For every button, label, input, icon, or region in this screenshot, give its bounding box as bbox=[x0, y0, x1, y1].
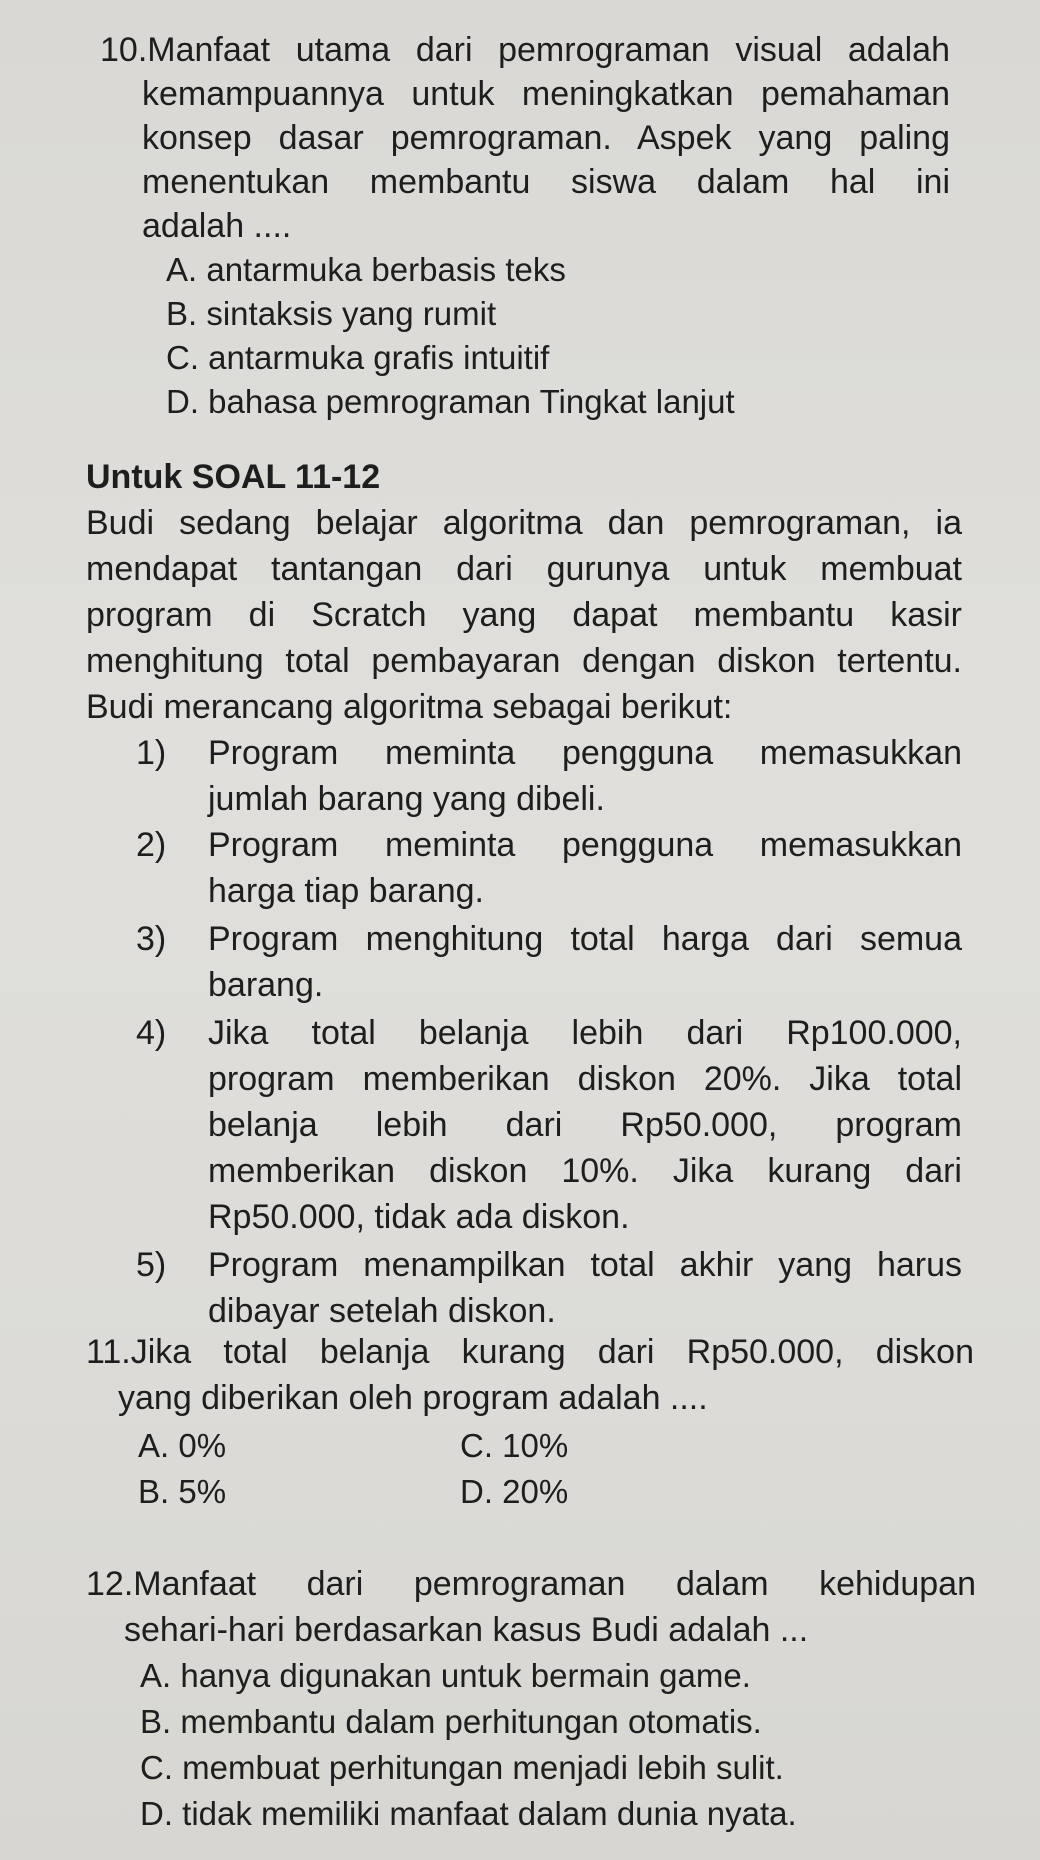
question-11-stem-line-1: 11.Jika total belanja kurang dari Rp50.000, diskon bbox=[86, 1333, 974, 1371]
question-12-stem-line-2: sehari-hari berdasarkan kasus Budi adalah ... bbox=[124, 1611, 809, 1649]
step-4-number: 4) bbox=[136, 1014, 167, 1052]
context-intro-line-4: menghitung total pembayaran dengan diskon tertentu. bbox=[86, 642, 962, 680]
question-10-number: 10. bbox=[100, 31, 148, 69]
step-2-number: 2) bbox=[136, 826, 167, 864]
step-4-line-5: Rp50.000, tidak ada diskon. bbox=[208, 1198, 630, 1236]
question-10-stem-line-3: konsep dasar pemrograman. Aspek yang paling bbox=[142, 119, 950, 157]
question-10-stem-line-1: 10.Manfaat utama dari pemrograman visual adalah bbox=[100, 31, 950, 69]
question-10-stem-line-5: adalah .... bbox=[142, 207, 292, 245]
question-11-option-c[interactable]: C. 10% bbox=[460, 1427, 569, 1464]
question-10-option-d[interactable]: D. bahasa pemrograman Tingkat lanjut bbox=[166, 383, 735, 420]
context-heading: Untuk SOAL 11-12 bbox=[86, 458, 381, 496]
step-4-line-1: Jika total belanja lebih dari Rp100.000, bbox=[208, 1014, 962, 1052]
step-2-line-2: harga tiap barang. bbox=[208, 872, 484, 910]
question-12-stem-line-1: 12.Manfaat dari pemrograman dalam kehidupan bbox=[86, 1565, 976, 1603]
step-3-line-2: barang. bbox=[208, 966, 324, 1004]
question-11-option-b[interactable]: B. 5% bbox=[138, 1473, 227, 1510]
step-5-line-1: Program menampilkan total akhir yang harus bbox=[208, 1246, 962, 1284]
question-12-number: 12. bbox=[86, 1565, 134, 1603]
step-4-line-4: memberikan diskon 10%. Jika kurang dari bbox=[208, 1152, 962, 1190]
question-11-option-d[interactable]: D. 20% bbox=[460, 1473, 569, 1510]
context-intro-line-5: Budi merancang algoritma sebagai berikut: bbox=[86, 688, 733, 726]
step-3-number: 3) bbox=[136, 920, 167, 958]
step-3-line-1: Program menghitung total harga dari semua bbox=[208, 920, 962, 958]
question-10-option-a[interactable]: A. antarmuka berbasis teks bbox=[166, 251, 566, 288]
question-12-option-b[interactable]: B. membantu dalam perhitungan otomatis. bbox=[140, 1703, 762, 1740]
question-12-option-c[interactable]: C. membuat perhitungan menjadi lebih sulit. bbox=[140, 1749, 784, 1786]
context-intro-line-1: Budi sedang belajar algoritma dan pemrograman, ia bbox=[86, 504, 962, 542]
step-5-number: 5) bbox=[136, 1246, 167, 1284]
step-4-line-2: program memberikan diskon 20%. Jika total bbox=[208, 1060, 962, 1098]
context-intro-line-3: program di Scratch yang dapat membantu kasir bbox=[86, 596, 962, 634]
question-12-option-d[interactable]: D. tidak memiliki manfaat dalam dunia nyata. bbox=[140, 1795, 797, 1832]
question-11-option-a[interactable]: A. 0% bbox=[138, 1427, 227, 1464]
question-10-stem-line-2: kemampuannya untuk meningkatkan pemahaman bbox=[142, 75, 950, 113]
question-10-option-b[interactable]: B. sintaksis yang rumit bbox=[166, 295, 497, 332]
step-1-number: 1) bbox=[136, 734, 167, 772]
question-11-stem-line-2: yang diberikan oleh program adalah .... bbox=[118, 1379, 708, 1417]
step-1-line-2: jumlah barang yang dibeli. bbox=[208, 780, 605, 818]
step-4-line-3: belanja lebih dari Rp50.000, program bbox=[208, 1106, 962, 1144]
question-10-stem-line-4: menentukan membantu siswa dalam hal ini bbox=[142, 163, 950, 201]
context-intro-line-2: mendapat tantangan dari gurunya untuk membuat bbox=[86, 550, 962, 588]
step-5-line-2: dibayar setelah diskon. bbox=[208, 1292, 556, 1330]
question-12-option-a[interactable]: A. hanya digunakan untuk bermain game. bbox=[140, 1657, 751, 1694]
question-11-number: 11. bbox=[86, 1333, 131, 1371]
step-2-line-1: Program meminta pengguna memasukkan bbox=[208, 826, 962, 864]
step-1-line-1: Program meminta pengguna memasukkan bbox=[208, 734, 962, 772]
question-10-option-c[interactable]: C. antarmuka grafis intuitif bbox=[166, 339, 550, 376]
